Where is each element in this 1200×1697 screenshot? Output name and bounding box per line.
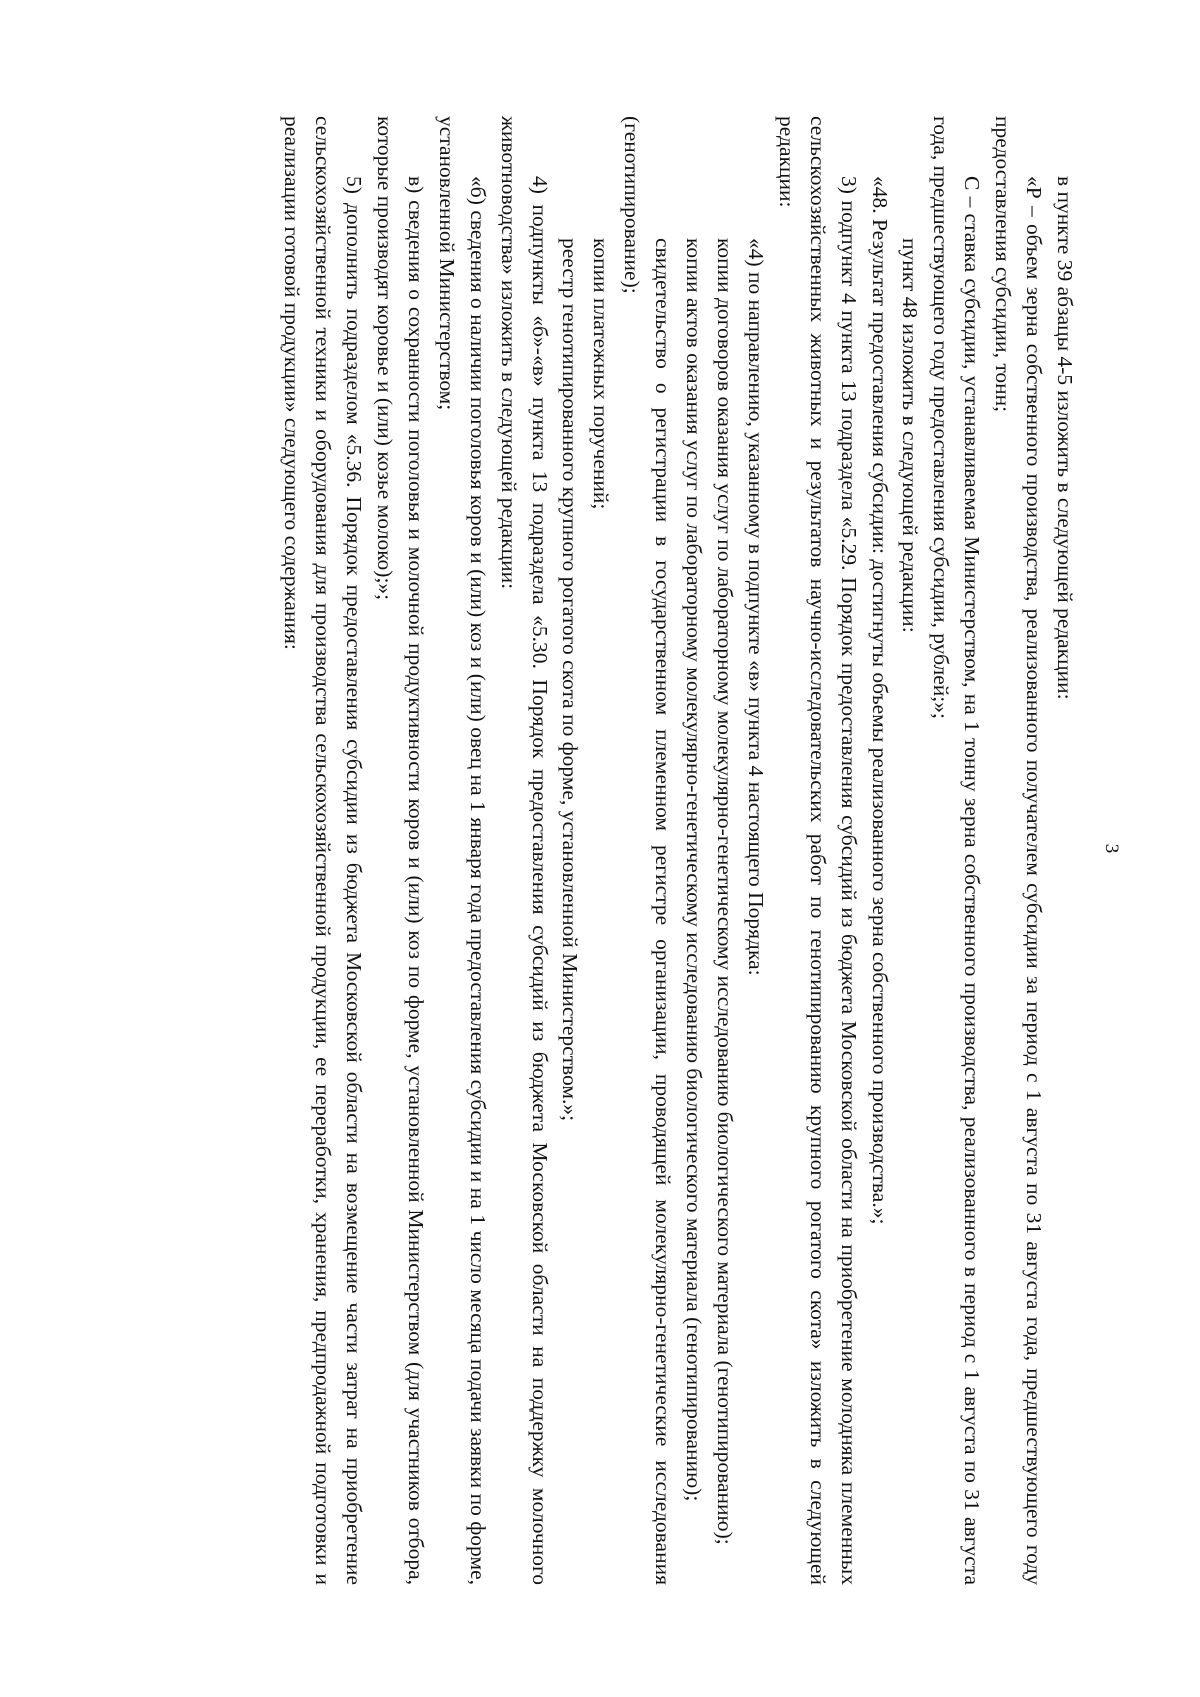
paragraph: пункт 48 изложить в следующей редакции: bbox=[898, 238, 923, 633]
paragraph: «48. Результат предоставления субсидии: достигнуты объемы реализованного зерна собственного производства.»; bbox=[867, 176, 892, 1225]
paragraph: реестр генотипированного крупного рогатого скота по форме, установленной Министерством.»; bbox=[558, 238, 583, 1122]
paragraph: в) сведения о сохранности поголовья и молочной продуктивности коров и (или) коз по форме, установленной Министерством (для участников отбора, которые производят коровье и (или) козье молоко);»; bbox=[373, 116, 428, 1585]
paragraph: С – ставка субсидии, устанавливаемая Министерством, на 1 тонну зерна собственного производства, реализованного в период с 1 августа по 31 августа года, предшествующего году предоставления субсидии, рублей;»; bbox=[929, 116, 985, 1585]
paragraph: «Р – объем зерна собственного производства, реализованного получателем субсидии за период с 1 августа по 31 августа года, предшествующего году предоставления субсидии, тонн; bbox=[991, 116, 1047, 1585]
paragraph: 3) подпункт 4 пункта 13 подраздела «5.29. Порядок предоставления субсидий из бюджета Московской области на приобретение молодняка племенных сельскохозяйственных животных и результатов научно-исследовательских работ по генотипированию крупного рогатого скота» изложить в следующей редакции: bbox=[774, 116, 861, 1585]
paragraph: копии платежных поручений; bbox=[589, 238, 614, 510]
page-number: 3 bbox=[1101, 843, 1122, 854]
paragraph: в пункте 39 абзацы 4-5 изложить в следующей редакции: bbox=[1053, 176, 1077, 700]
paragraph: свидетельство о регистрации в государственном племенном регистре организации, проводящей молекулярно-генетические исследования (генотипирование); bbox=[620, 116, 676, 1585]
paragraph: 5) дополнить подразделом «5.36. Порядок предоставления субсидии из бюджета Московской области на возмещение части затрат на приобретение сельскохозяйственной техники и оборудования для производства сельскохозяйственной продукции, ее переработки, хранения, предпродажной подготовки и реализации готовой продукции» следующего содержания: bbox=[280, 116, 367, 1585]
paragraph: копии актов оказания услуг по лабораторному молекулярно-генетическому исследованию биологического материала (генотипированию); bbox=[682, 238, 707, 1502]
paragraph: 4) подпункты «б»-«в» пункта 13 подраздела «5.30. Порядок предоставления субсидий из бюджета Московской области на поддержку молочного животноводства» изложить в следующей редакции: bbox=[496, 116, 552, 1585]
document-body bbox=[276, 116, 1080, 1585]
paragraph: «4) по направлению, указанному в подпункте «в» пункта 4 настоящего Порядка: bbox=[743, 238, 768, 976]
paragraph: копии договоров оказания услуг по лабораторному молекулярно-генетическому исследованию биологического материала (генотипированию); bbox=[713, 238, 738, 1545]
paragraph: «б) сведения о наличии поголовья коров и (или) коз и (или) овец на 1 января года предоставления субсидии и на 1 число месяца подачи заявки по форме, установленной Министерством; bbox=[434, 116, 490, 1585]
